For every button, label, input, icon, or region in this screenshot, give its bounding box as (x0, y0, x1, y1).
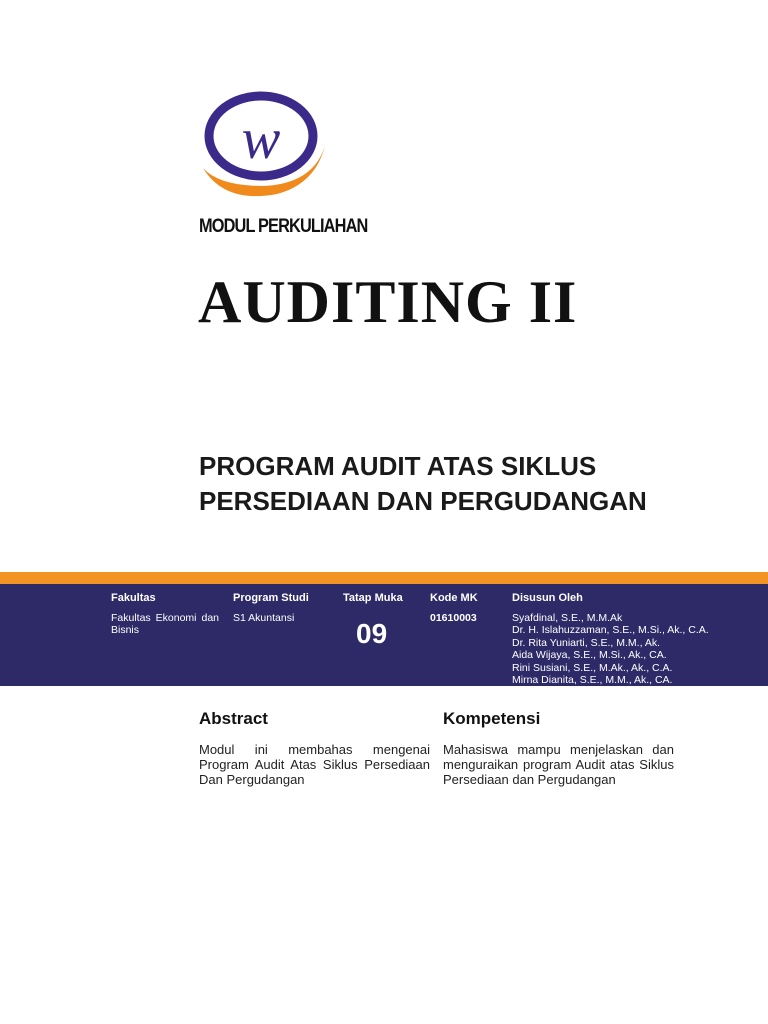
course-code-label: Kode MK (430, 592, 478, 604)
study-program-label: Program Studi (233, 592, 309, 604)
module-topic: PROGRAM AUDIT ATAS SIKLUS PERSEDIAAN DAN PERGUDANGAN (199, 451, 647, 516)
university-logo (197, 88, 329, 206)
competency-body: Mahasiswa mampu menjelaskan dan menguraikan program Audit atas Siklus Persediaan dan Pergudangan (443, 742, 674, 788)
author-name: Mirna Dianita, S.E., M.M., Ak., CA. (512, 674, 673, 687)
competency-heading: Kompetensi (443, 709, 541, 728)
faculty-label: Fakultas (111, 592, 156, 604)
accent-stripe (0, 572, 768, 584)
faculty-value: Fakultas Ekonomi dan Bisnis (111, 612, 219, 637)
course-info-band (0, 584, 768, 686)
author-name: Dr. Rita Yuniarti, S.E., M.M., Ak. (512, 636, 661, 649)
author-name: Rini Susiani, S.E., M.Ak., Ak., C.A. (512, 661, 673, 674)
svg-text:w: w (241, 106, 281, 171)
authors-list (512, 612, 709, 686)
author-name: Syafdinal, S.E., M.M.Ak (512, 612, 623, 624)
course-title: AUDITING II (198, 269, 578, 335)
meeting-number: 09 (356, 618, 388, 649)
course-code-value: 01610003 (430, 612, 477, 624)
abstract-body: Modul ini membahas mengenai Program Audit Atas Siklus Persediaan Dan Pergudangan (199, 742, 430, 788)
author-name: Aida Wijaya, S.E., M.Si., Ak., CA. (512, 649, 667, 662)
study-program-value: S1 Akuntansi (233, 612, 295, 624)
series-label: MODUL PERKULIAHAN (199, 216, 368, 237)
author-name: Dr. H. Islahuzzaman, S.E., M.Si., Ak., C.A. (512, 624, 709, 637)
authors-label: Disusun Oleh (512, 592, 583, 604)
abstract-heading: Abstract (199, 709, 268, 728)
meeting-label: Tatap Muka (343, 592, 403, 604)
